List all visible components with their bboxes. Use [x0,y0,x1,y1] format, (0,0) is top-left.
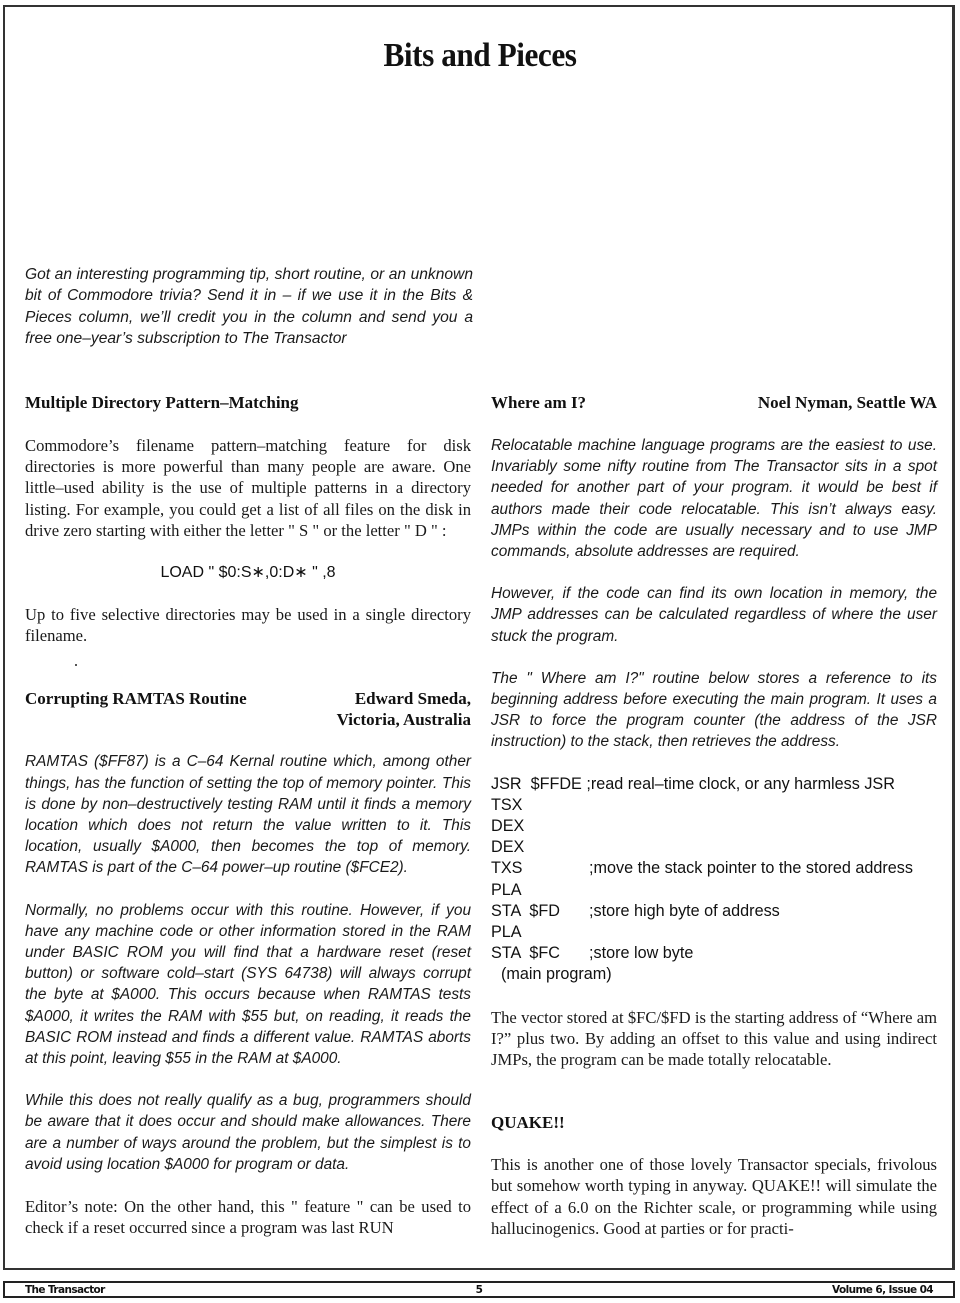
code-op: STA $FD [491,901,560,920]
footer-issue: Volume 6, Issue 04 [832,1283,933,1296]
author-location: Victoria, Australia [336,710,471,730]
section-heading-ramtas [25,688,471,730]
page-title: Bits and Pieces [383,37,577,74]
left-column [25,392,471,1238]
section-title: Corrupting RAMTAS Routine [25,689,247,709]
section-heading-quake [491,1112,937,1133]
where-am-i-para3: The " Where am I?" routine below stores a reference to its beginning address before executing the main program. It uses a JSR to force the program counter (the address of the JSR instruction) to the stack, then retrieves the address. [491,669,937,751]
ramtas-para3: While this does not really qualify as a bug, programmers should be aware that it does occur and should make allowances. There are a number of ways around the problem, but the simplest is to avoid using location $A000 for program or data. [25,1092,471,1173]
code-op: PLA [491,923,522,942]
code-line [491,816,937,837]
section-author: Noel Nyman, Seattle WA [757,393,937,412]
right-column [491,392,937,1239]
intro-paragraph: Got an interesting programming tip, short routine, or an unknown bit of Commodore trivia? Send it in – if we use it in the Bits & Pieces column, we’ll credit you in the column and send you a free one–year’s subscription to The Transactor [25,266,473,347]
section-title: Multiple Directory Pattern–Matching [25,393,299,412]
section-heading-pattern-matching [25,392,471,413]
section-title: Where am I? [491,393,587,412]
where-am-i-para4: The vector stored at $FC/$FD is the starting address of “Where am I?” plus two. By adding an offset to this value and using indirect JMPs, the program can be made totally relocatable. [491,1007,937,1070]
load-command-code: LOAD " $0:S∗,0:D∗ " ,8 [160,564,336,582]
code-line [491,922,937,943]
code-line [491,774,937,795]
code-line [491,964,937,985]
code-op: TSX [491,795,523,814]
pattern-matching-para2: Up to five selective directories may be used in a single directory filename. [25,605,471,646]
section-heading-where-am-i [491,392,937,413]
code-line [491,880,937,901]
code-op: TXS [491,859,523,878]
code-comment: ;read real–time clock, or any harmless JSR [586,774,895,793]
ramtas-para2: Normally, no problems occur with this routine. However, if you have any machine code or other information stored in the RAM under BASIC ROM you will find that a hardware reset (reset button) or software cold–start (SYS 64738) will always corrupt the byte at $A000. This occurs because when RAMTAS tests $A000, it writes the RAM with $55 but, on reading, it reads the BASIC ROM instead and finds a different value. RAMTAS aborts at this point, leaving $55 in the RAM at $A000. [25,901,471,1068]
author-name: Edward Smeda, [354,689,471,709]
code-comment: ;store high byte of address [589,901,780,920]
code-op: PLA [491,880,522,899]
pattern-matching-para1: Commodore’s filename pattern–matching feature for disk directories is more powerful than many people are aware. One little–used ability is the use of multiple patterns in a directory listing. For example, you could get a list of all files on the disk in drive zero starting with either the letter " S " or the letter " D " : [25,436,471,540]
code-line [491,858,937,879]
where-am-i-para1: Relocatable machine language programs are the easiest to use. Invariably some nifty routine from The Transactor sits in a spot needed for another part of your program. it would be best if authors made their code relocatable. This isn’t always easy. JMPs within the code are usually necessary and to use JMP commands, absolute addresses are required. [491,437,937,561]
code-line [491,795,937,816]
ramtas-para1: RAMTAS ($FF87) is a C–64 Kernal routine which, among other things, has the function of setting the top of memory pointer. This is done by non–destructively testing RAM until it finds a memory location which does not return the value written to it. This location, usually $A000, then becomes the top of memory. RAMTAS is part of the C–64 power–up routine ($FCE2). [25,753,471,877]
assembly-code-listing [491,774,937,986]
where-am-i-para2: However, if the code can find its own location in memory, the JMP addresses can be calculated regardless of where the user stuck the program. [491,585,937,645]
section-author [337,688,471,730]
page-footer [3,1281,955,1298]
code-op: JSR $FFDE [491,774,582,793]
editor-note: Editor’s note: On the other hand, this " feature " can be used to check if a reset occurred since a program was last RUN [25,1197,471,1238]
section-title: QUAKE!! [491,1113,565,1133]
code-op: DEX [491,838,525,857]
code-op: (main program) [501,965,612,984]
footer-publication: The Transactor [25,1283,105,1296]
code-op: DEX [491,817,525,836]
code-line [491,901,937,922]
footer-page-number: 5 [475,1283,483,1296]
code-line [491,943,937,964]
code-comment: ;move the stack pointer to the stored address [589,859,913,878]
code-line [491,837,937,858]
code-op: STA $FC [491,944,560,963]
stray-dot [75,664,77,666]
quake-para1: This is another one of those lovely Transactor specials, frivolous but somehow worth typing in anyway. QUAKE!! will simulate the effect of a 6.0 on the Richter scale, or programming while using hallucinogenics. Good at parties or for practi- [491,1155,937,1238]
code-comment: ;store low byte [589,944,694,963]
